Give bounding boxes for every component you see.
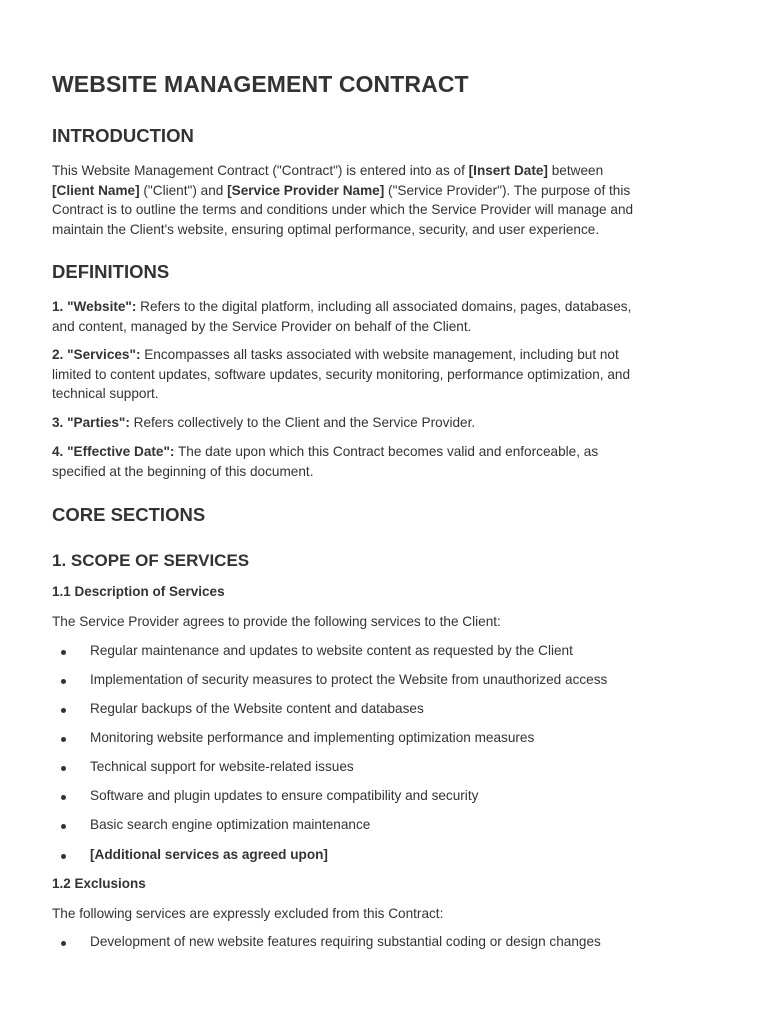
definition-term: 4. "Effective Date": [52,444,175,459]
exclusions-heading: 1.2 Exclusions [52,876,146,891]
definition-term: 3. "Parties": [52,415,130,430]
bullet-icon [61,795,66,800]
bullet-icon [61,824,66,829]
service-list-item: Software and plugin updates to ensure compatibility and security [52,786,732,806]
description-of-services-heading: 1.1 Description of Services [52,584,225,599]
document-title: WEBSITE MANAGEMENT CONTRACT [52,71,469,97]
exclusion-list-item: Development of new website features requiring substantial coding or design changes [52,932,732,952]
definition-term: 1. "Website": [52,299,137,314]
client-name-placeholder: [Client Name] [52,182,140,198]
definition-website: 1. "Website": Refers to the digital platform, including all associated domains, pages, databases, and content, managed by the Service Provider on behalf of the Client. [52,299,632,334]
definition-services: 2. "Services": Encompasses all tasks associated with website management, including but not limited to content updates, software updates, security monitoring, performance optimization, and technical support. [52,347,631,401]
scope-of-services-heading: 1. SCOPE OF SERVICES [52,551,250,570]
core-sections-heading: CORE SECTIONS [52,504,206,525]
introduction-heading: INTRODUCTION [52,125,194,146]
exclusions-intro: The following services are expressly excluded from this Contract: [52,906,444,921]
provider-name-placeholder: [Service Provider Name] [227,182,385,198]
bullet-icon [61,737,66,742]
introduction-paragraph [52,161,722,239]
bullet-icon [61,941,66,946]
service-list-item: Basic search engine optimization maintenance [52,815,732,835]
services-intro: The Service Provider agrees to provide the following services to the Client: [52,614,501,629]
service-list-item: Regular maintenance and updates to website content as requested by the Client [52,641,732,661]
bullet-icon [61,679,66,684]
service-list-item: Implementation of security measures to protect the Website from unauthorized access [52,670,732,690]
bullet-icon [61,766,66,771]
intro-line-2: [Client Name] ("Client") and [Service Provider Name] ("Service Provider"). The purpose of this [52,182,631,198]
intro-line-4: maintain the Client's website, ensuring optimal performance, security, and user experience. [52,221,600,237]
bullet-icon [61,708,66,713]
service-list-item: Monitoring website performance and implementing optimization measures [52,728,732,748]
bullet-icon [61,650,66,655]
definitions-heading: DEFINITIONS [52,261,170,282]
definition-effective-date: 4. "Effective Date": The date upon which this Contract becomes valid and enforceable, as specified at the beginning of this document. [52,444,599,479]
service-list-item: [Additional services as agreed upon] [52,845,732,865]
definition-term: 2. "Services": [52,347,141,362]
service-list-item: Regular backups of the Website content and databases [52,699,732,719]
service-list-item: Technical support for website-related issues [52,757,732,777]
intro-line-3: Contract is to outline the terms and conditions under which the Service Provider will manage and [52,202,634,217]
intro-line-1: This Website Management Contract ("Contract") is entered into as of [Insert Date] between [52,163,604,178]
bullet-icon [61,854,66,859]
insert-date-placeholder: [Insert Date] [468,163,548,178]
definition-parties: 3. "Parties": Refers collectively to the Client and the Service Provider. [52,415,476,430]
